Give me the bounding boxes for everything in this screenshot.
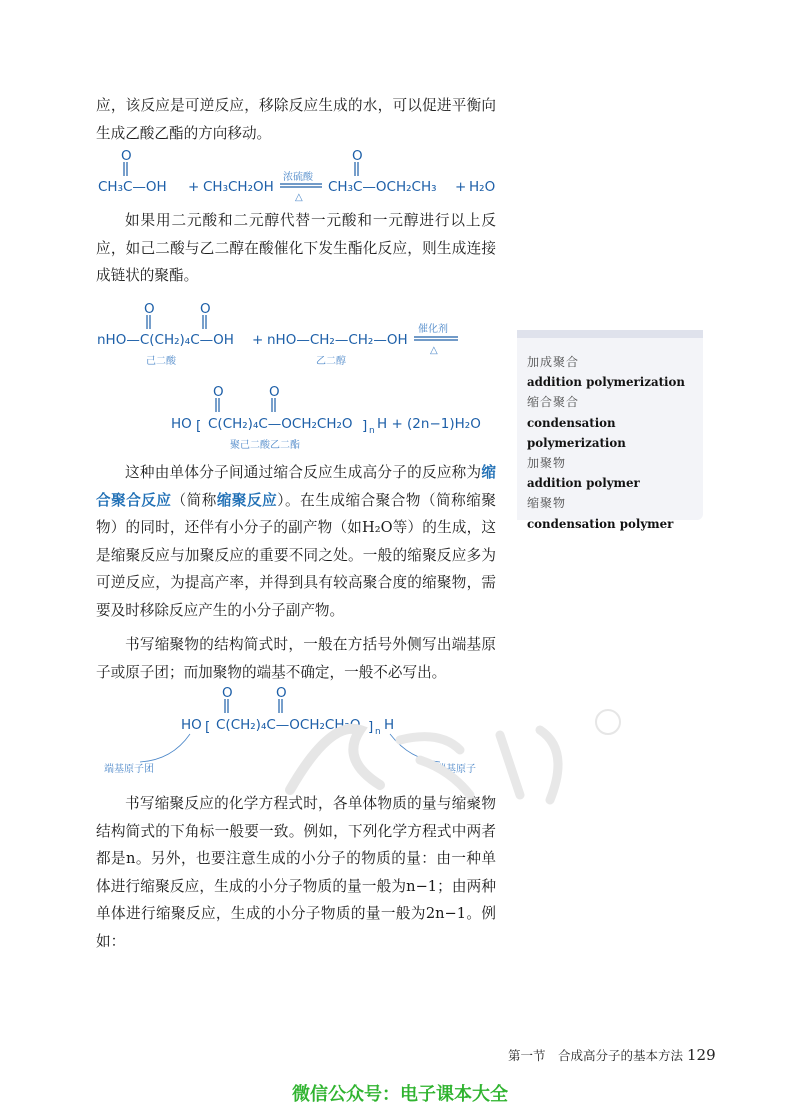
monomer-adipic-acid: nHO—C(CH₂)₄C—OH (97, 332, 234, 348)
section-title: 第一节 合成高分子的基本方法 (508, 1048, 684, 1063)
product-water: H₂O (469, 179, 496, 195)
plus-sign: + (252, 332, 264, 348)
watermark-text: 微信公众号：电子课本大全 (292, 1084, 508, 1105)
carbonyl-oxygen-2: O (352, 148, 363, 164)
degree-of-polymerization: n (369, 426, 375, 436)
bracket-left: [ (205, 719, 211, 735)
label-end-group-atom-group: 端基原子团 (104, 764, 154, 775)
condition-heat: △ (430, 345, 438, 356)
plus-sign: + (188, 179, 200, 195)
glossary-zh: 加成聚合 (527, 355, 580, 369)
product-ethyl-acetate: CH₃C—OCH₂CH₃ (328, 179, 437, 195)
bracket-right: ] (362, 418, 368, 434)
condition-catalyst: 催化剂 (418, 324, 448, 335)
label-end-atom: 端基原子 (436, 764, 476, 775)
glossary-en: addition polymerization (527, 375, 685, 390)
page-number: 129 (687, 1046, 716, 1064)
reactant-ethanol: CH₃CH₂OH (203, 179, 274, 195)
carbonyl-oxygen-1: O (121, 148, 132, 164)
condition-conc-sulfuric-acid: 浓硫酸 (283, 172, 313, 183)
paragraph-3 (96, 459, 496, 624)
product-end-and-water: H + (2n−1)H₂O (377, 416, 481, 432)
glossary-zh: 缩聚物 (527, 496, 567, 511)
text: ）。在生成缩合聚合物（简称缩聚物）的同时，还伴有小分子的副产物（如H₂O等）的生成，这是缩聚反应与加聚反应的重要不同之处。一般的缩聚反应多为可逆反应，为提高产率，并得到具有较高聚合度的缩聚物，需要及时移除反应产生的小分子副产物。 (96, 491, 496, 619)
equation-polycondensation (97, 301, 481, 451)
carbonyl-oxygen: O (222, 685, 233, 701)
glossary-zh: 加聚物 (527, 456, 567, 471)
paragraph-5: 书写缩聚反应的化学方程式时，各单体物质的量与缩聚物结构简式的下角标一般要一致。例如，下列化学方程式中两者都是n。另外，也要注意生成的小分子的物质的量：由一种单体进行缩聚反应，生成的小分子物质的量一般为n−1；由两种单体进行缩聚反应，生成的小分子物质的量一般为2n−1。例如： (96, 795, 496, 950)
page-footer (508, 1046, 718, 1064)
glossary-en: condensation polymer (527, 516, 674, 531)
carbonyl-oxygen: O (269, 384, 280, 400)
term-polycondensation: 缩聚反应 (216, 491, 278, 509)
reactant-acetic-acid: CH₃C—OH (98, 179, 167, 195)
end-group-h: H (384, 717, 395, 733)
carbonyl-oxygen: O (213, 384, 224, 400)
product-repeat-unit: C(CH₂)₄C—OCH₂CH₂O (208, 416, 353, 432)
publisher-logo-watermark (270, 700, 630, 810)
paragraph-2: 如果用二元酸和二元醇代替一元酸和一元醇进行以上反应，如己二酸与乙二醇在酸催化下发生酯化反应，则生成连接成链状的聚酯。 (96, 212, 496, 284)
glossary-en: addition polymer (527, 476, 640, 491)
glossary-en: condensation polymerization (527, 415, 626, 450)
carbonyl-oxygen: O (200, 301, 211, 317)
label-adipic-acid: 己二酸 (146, 356, 176, 367)
product-end-ho: HO (171, 416, 192, 432)
bracket-right: ] (368, 719, 374, 735)
end-group-ho: HO (181, 717, 202, 733)
degree-of-polymerization: n (375, 727, 381, 737)
label-ethylene-glycol: 乙二醇 (316, 356, 346, 367)
glossary-zh: 缩合聚合 (527, 395, 580, 410)
equation-esterification (98, 148, 495, 203)
carbonyl-oxygen: O (144, 301, 155, 317)
repeat-unit: C(CH₂)₄C—OCH₂CH₂O (216, 717, 361, 733)
plus-sign: + (455, 179, 467, 195)
glossary-sidebar (517, 330, 703, 531)
monomer-ethylene-glycol: nHO—CH₂—CH₂—OH (267, 332, 408, 348)
text: （简称 (171, 491, 217, 509)
bracket-left: [ (196, 418, 202, 434)
label-polyester: 聚己二酸乙二酯 (230, 440, 300, 451)
paragraph-4: 书写缩聚物的结构简式时，一般在方括号外侧写出端基原子或原子团；而加聚物的端基不确定，一般不必写出。 (96, 636, 496, 681)
text: 这种由单体分子间通过缩合反应生成高分子的反应称为 (125, 464, 482, 481)
paragraph-1: 应，该反应是可逆反应，移除反应生成的水，可以促进平衡向生成乙酸乙酯的方向移动。 (96, 97, 496, 142)
term-condensation-polymerization: 缩合聚合反应 (96, 464, 496, 509)
carbonyl-oxygen: O (276, 685, 287, 701)
condition-heat: △ (295, 192, 303, 203)
